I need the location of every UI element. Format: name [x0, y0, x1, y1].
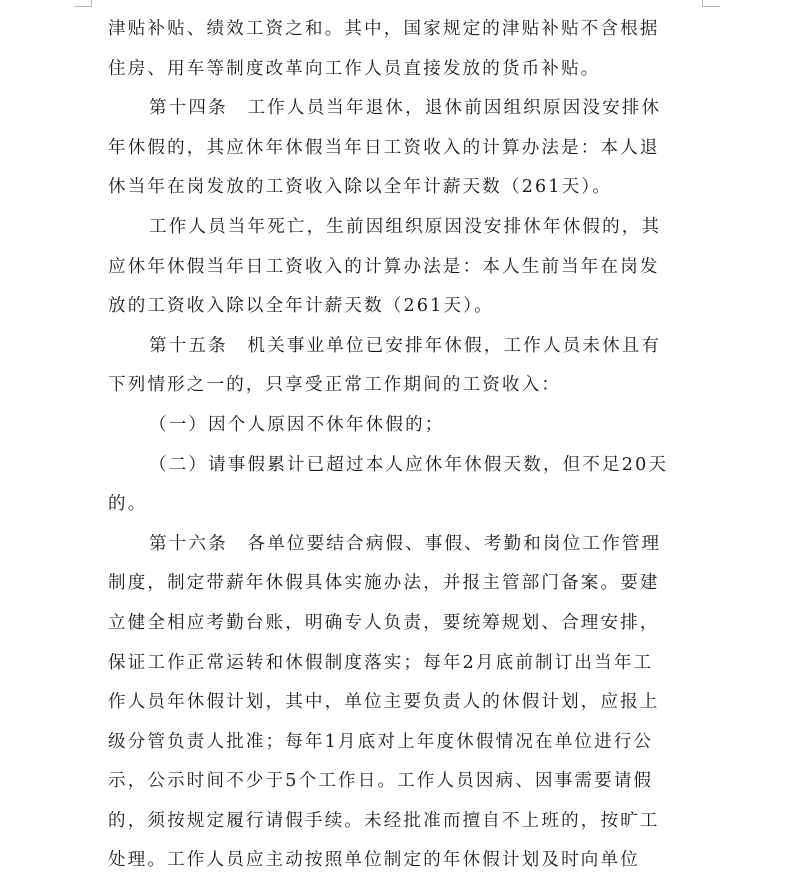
text-line: 的，须按规定履行请假手续。未经批准而擅自不上班的，按旷工	[108, 810, 660, 831]
text-line: 下列情形之一的，只享受正常工作期间的工资收入：	[108, 375, 562, 396]
text-line: 级分管负责人批准；每年1月底对上年度休假情况在单位进行公	[108, 731, 654, 752]
text-line: 休当年在岗发放的工资收入除以全年计薪天数（261天）。	[108, 177, 613, 198]
text-line: 制度，制定带薪年休假具体实施办法，并报主管部门备案。要建	[108, 573, 660, 594]
text-line: 立健全相应考勤台账，明确专人负责，要统筹规划、合理安排，	[108, 612, 660, 633]
article-16-paragraph: 第十六条 各单位要结合病假、事假、考勤和岗位工作管理	[149, 533, 662, 554]
text-line: 年休假的，其应休年休假当年日工资收入的计算办法是：本人退	[108, 137, 660, 158]
text-line: 处理。工作人员应主动按照单位制定的年休假计划及时向单位	[108, 850, 640, 871]
crop-mark-top-right-vertical	[702, 0, 703, 7]
crop-mark-top-right	[702, 6, 720, 7]
document-body	[108, 10, 698, 878]
list-item-1: （一）因个人原因不休年休假的；	[149, 414, 445, 435]
paragraph-start: 工作人员当年死亡，生前因组织原因没安排休年休假的，其	[149, 216, 662, 237]
text-line: 保证工作正常运转和休假制度落实；每年2月底前制订出当年工	[108, 652, 654, 673]
crop-mark-top-left	[74, 6, 92, 7]
crop-mark-top-left-vertical	[91, 0, 92, 7]
text-line: 住房、用车等制度改革向工作人员直接发放的货币补贴。	[108, 58, 601, 79]
text-line: 作人员年休假计划，其中，单位主要负责人的休假计划，应报上	[108, 692, 660, 713]
text-line: 的。	[108, 494, 148, 515]
article-14-paragraph: 第十四条 工作人员当年退休，退休前因组织原因没安排休	[149, 98, 662, 119]
text-line: 应休年休假当年日工资收入的计算办法是：本人生前当年在岗发	[108, 256, 660, 277]
text-line: 津贴补贴、绩效工资之和。其中，国家规定的津贴补贴不含根据	[108, 19, 660, 39]
list-item-2: （二）请事假累计已超过本人应休年休假天数，但不足20天	[149, 454, 669, 475]
text-line: 放的工资收入除以全年计薪天数（261天）。	[108, 296, 494, 317]
article-15-paragraph: 第十五条 机关事业单位已安排年休假，工作人员未休且有	[149, 335, 662, 356]
text-line: 示，公示时间不少于5个工作日。工作人员因病、因事需要请假	[108, 771, 654, 792]
